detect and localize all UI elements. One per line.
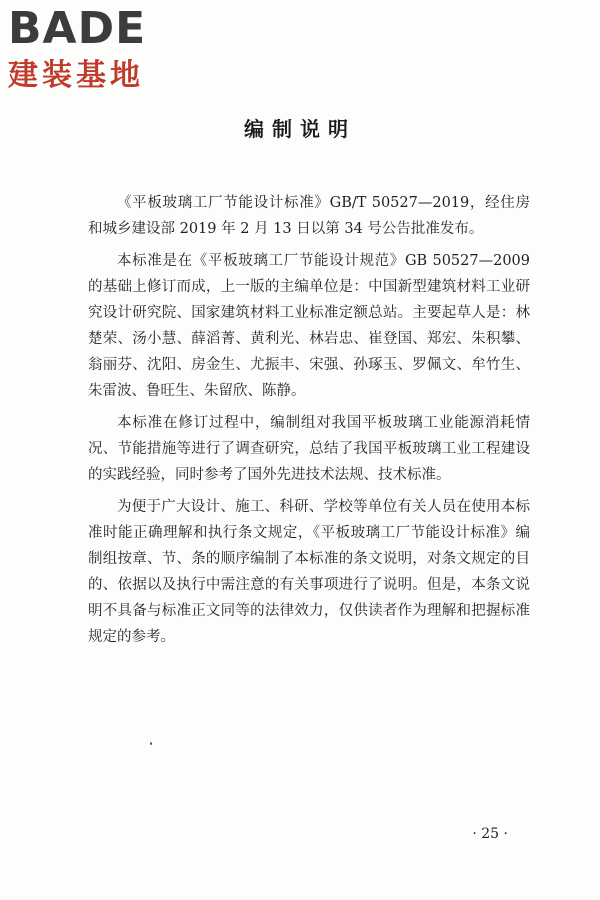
body-text — [88, 190, 530, 656]
paragraph-4: 为便于广大设计、施工、科研、学校等单位有关人员在使用本标准时能正确理解和执行条文规定，《平板玻璃工厂节能设计标准》编制组按章、节、条的顺序编制了本标准的条文说明，对条文规定的目的、依据以及执行中需注意的有关事项进行了说明。但是，本条文说明不具备与标准正文同等的法律效力，仅供读者作为理解和把握标准规定的参考。 — [88, 499, 530, 645]
watermark-logo — [8, 4, 178, 96]
paragraph-3: 本标准在修订过程中，编制组对我国平板玻璃工业能源消耗情况、节能措施等进行了调查研究，总结了我国平板玻璃工业工程建设的实践经验，同时参考了国外先进技术法规、技术标准。 — [88, 415, 530, 483]
watermark-brand: BADE — [8, 3, 147, 54]
paragraph-1: 《平板玻璃工厂节能设计标准》GB/T 50527—2019，经住房和城乡建设部 2019 年 2 月 13 日以第 34 号公告批准发布。 — [88, 195, 530, 237]
page-title: 编制说明 — [244, 117, 356, 141]
watermark-subtitle: 建装基地 — [8, 58, 144, 93]
page-number: · 25 · — [472, 826, 508, 842]
scan-speck — [150, 742, 152, 745]
paragraph-2: 本标准是在《平板玻璃工厂节能设计规范》GB 50527—2009 的基础上修订而成，上一版的主编单位是：中国新型建筑材料工业研究设计研究院、国家建筑材料工业标准定额总站。主要起草人是：林楚荣、汤小慧、薛滔菁、黄利光、林岩忠、崔登国、郑宏、朱积攀、翁丽芬、沈阳、房金生、尤振丰、宋强、孙琢玉、罗佩文、牟竹生、朱雷波、鲁旺生、朱留欣、陈静。 — [88, 253, 530, 399]
